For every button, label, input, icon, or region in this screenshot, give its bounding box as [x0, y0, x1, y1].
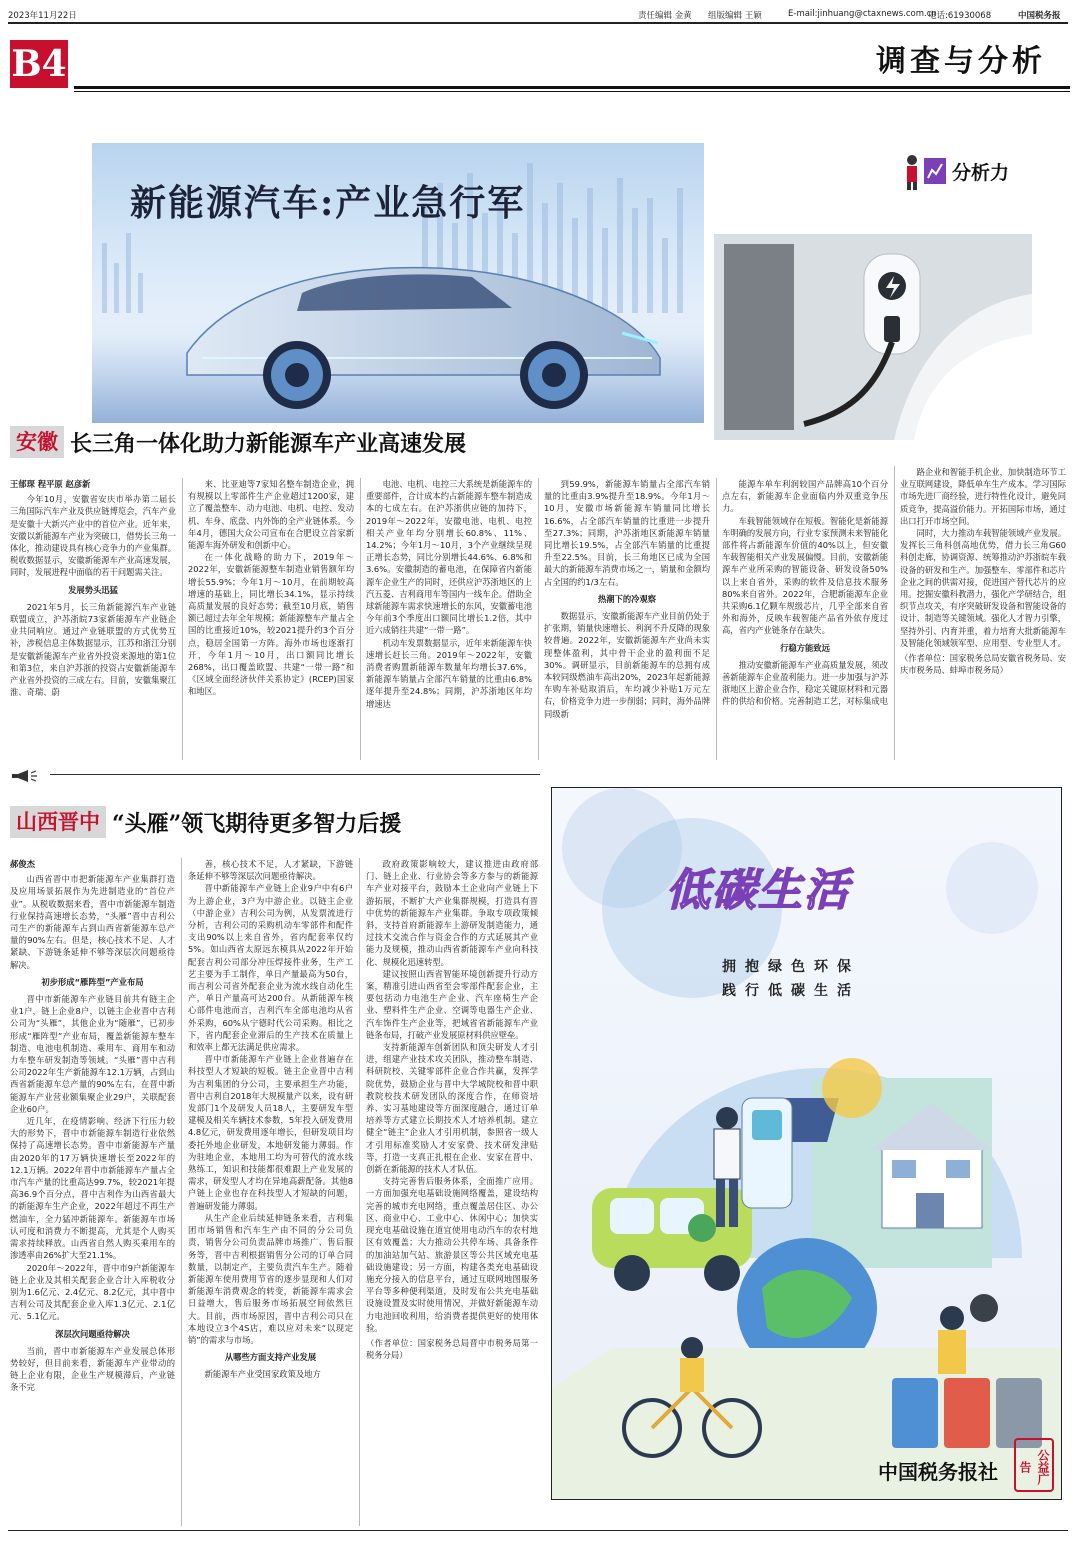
ev-charger-photo-illustration — [714, 234, 1032, 440]
article1-headline — [10, 426, 466, 460]
article1-headline-text: 长三角一体化助力新能源车产业高速发展 — [70, 430, 467, 457]
paragraph: 支持完善售后服务体系，全面推广应用。一方面加强充电基础设施网络覆盖，建设结构完善的城市充电网络，重点覆盖居住区、办公区、商业中心、工业中心、休闲中心；加快实现充电基础设施在道宜使用电动汽车的农村地区有效覆盖；大力推动公共停车场、具备条件的加油站加气站、旅游景区等公共区域充电基础设施建设；另一方面，构建各类充电基础设施充分接入的信息平台，通过互联网地图服务平台等多种便利渠道，及时发布公共充电基础设施设置及实时使用情况，并做好新能源车动力电池回收利用，给消费者提供更好的使用体验。 — [366, 1176, 538, 1333]
paragraph: 到59.9%，新能源车销量占全部汽车销量的比重由3.9%提升至18.9%。今年1月～10月，安徽市场新能源车销量同比增长16.6%，占全部汽车销量的比重进一步提升至27.3%；同期，沪苏浙地区新能源车销量同比增长19.5%，占全部汽车销量的比重提升至22.5%。目前，长三角地区已成为全国最大的新能源车消费市场之一，销量和金额均占全国的约1/3左右。 — [544, 479, 710, 587]
paragraph: 新能源车产业受国家政策及地方 — [204, 1369, 321, 1380]
article1-region-tag: 安徽 — [10, 426, 64, 458]
article1-column-4 — [544, 478, 710, 760]
paragraph: 机动车发票数据显示，近年来新能源车快速增长赶长三角。2019年～2022年，安徽消费者购置新能源车数量年均增长37.6%，新能源车销量占全部汽车销量的比重由6.8%逐年提升至24.8%；同期，沪苏浙地区年均增速达 — [366, 637, 532, 709]
article2-headline — [10, 806, 401, 840]
paragraph: 推动安徽新能源车产业高质量发展，须改善新能源车企业盈利能力。进一步加强与沪苏浙地区上游企业合作，稳定关键原材料和元器件的供给和价格。完善制造工艺，对标集成电 — [722, 659, 888, 707]
page-header — [8, 4, 1068, 24]
paragraph: 晋中市新能源车产业链目前共有链主企业1户，链上企业8户，以链主企业晋中吉利公司为“头雁”，其他企业为“随雁”，已初步形成“雁阵型”产业布局，覆盖新能源车整车制造、电池电机制造、乘用车、商用车和动力车整车研发制造等领域。“头雁”晋中吉利公司2022年生产新能源车12.1万辆，占到山西省新能源车总产量的90%左右，在晋中新能源车产业营业额集聚企业29户，关联配套企业60户。 — [10, 994, 175, 1114]
article1-column-5 — [722, 478, 888, 760]
column-rule — [716, 478, 717, 760]
subheading: 热潮下的冷观察 — [597, 593, 657, 604]
paragraph: 今年10月，安徽省安庆市举办第二届长三角国际汽车产业及供应链博览会，汽车产业是安徽十大新兴产业中的首位产业。近年来，安徽以新能源车产业为突破口，借势长三角一体化，推动建设具有核心竞争力的产业集群。税收数据显示，安徽新能源车产业高速发展，同时，发展进程中面临的若干问题需关注。 — [10, 494, 176, 578]
subheading: 发展势头迅猛 — [68, 584, 118, 595]
ad-seal: 公益广告 — [1014, 1438, 1054, 1492]
column-rule — [181, 858, 182, 1526]
paragraph: 2021年5月，长三角新能源汽车产业链联盟成立，沪苏浙皖73家新能源车产业链企业共同响应。通过产业链联盟的方式优势互补，涉税信息主体数据显示，江苏和浙江分别是安徽新能源车产业省外投资来源地的第1位和第3位，来自沪苏浙的投资占安徽新能源车产业省外投资的三成左右。目前，安徽集聚江淮、奇瑞、蔚 — [10, 601, 176, 698]
ad-slogan-line-1: 拥抱绿色环保 — [722, 959, 860, 975]
subheading: 从哪些方面支持产业发展 — [224, 1352, 317, 1363]
analysis-column-tag — [900, 152, 1030, 190]
byline: 王郁琛 程平原 赵彦新 — [10, 479, 91, 489]
article2-column-2 — [188, 858, 353, 1528]
charging-station-photo — [714, 234, 1032, 440]
paper-name: 中国税务报 — [1018, 11, 1061, 21]
subheading: 深层次问题亟待解决 — [55, 1328, 130, 1339]
author-credit: （作者单位：国家税务总局安徽省税务局、安庆市税务局、蚌埠市税务局） — [900, 653, 1066, 676]
paragraph: 车载智能领域存在短板。智能化是新能源车明确的发展方向，行业专家预测未来智能化部件将占新能源车价值的40%以上，但安徽车载智能相关产业发展偏慢。目前，安徽新能源车产业所采购的智能设备、研发设备50%以上来自省外，采购的软件及信息技术服务80%来自省外。2022年，合肥新能源车企业共采购6.1亿颗车规级芯片，几乎全部来自省外和海外，反映车载智能产品省外依存度过高，省内产业链条存在缺失。 — [722, 515, 888, 636]
column-rule — [359, 858, 360, 1526]
article-divider — [10, 768, 540, 782]
article1-column-2 — [188, 478, 354, 760]
paragraph: 当前，晋中市新能源车产业发展总体形势较好，但目前来看，新能源车产业带动的链上企业有限，企业生产规模滞后，产业链条不完 — [10, 1345, 175, 1393]
paragraph: 建议按照山西省智能环境创新提升行动方案，精准引进山西省至会零部件配套企业，主要包括动力电池生产企业、汽车座椅生产企业、塑料件生产企业、空调等电器生产企业、汽车饰件生产企业等，把域省省新能源车产业链条布局，打破产业发展原材料供应壁垒。 — [366, 968, 538, 1040]
analysis-label: 分析力 — [952, 162, 1010, 184]
column-rule — [360, 478, 361, 760]
contact-phone: 电话:61930068 — [928, 11, 992, 21]
paragraph: 路企业和智能手机企业，加快制造环节工业互联网建设，降低单车生产成本。学习国际市场先进厂商经验，进行特性化设计，避免同质竞争，提高溢价能力。开拓国际市场，通过出口打开市场空间。 — [900, 467, 1066, 526]
editor-credit: 责任编辑 金黄 — [638, 11, 692, 21]
megaphone-icon — [10, 769, 40, 783]
paragraph: 善，核心技术不足，人才紧缺，下游链条延伸不够等深层次问题亟待解决。 — [188, 859, 353, 882]
layout-editor-credit: 组版编辑 王颖 — [708, 11, 762, 21]
article2-headline-text: “头雁”领飞期待更多智力后援 — [112, 810, 402, 837]
author-credit: （作者单位：国家税务总局晋中市税务局第一税务分局） — [366, 1337, 538, 1361]
subheading: 行稳方能致远 — [780, 642, 830, 653]
section-rule-thin — [74, 91, 1070, 92]
section-title: 调查与分析 — [876, 44, 1046, 79]
byline: 郝俊杰 — [10, 859, 35, 869]
paragraph: 晋中新能源车产业链上企业9户中有6户为上游企业，3户为中游企业。以链主企业（中游企业）吉利公司为例，从发票流进行分析，吉利公司的采购机动车零部件和配件支出90%以上来自省外，省内配套率仅约5%。如山西省太原远东模具从2022年开始配套吉利公司部分冲压焊接件业务，生产工艺主要为手工制作，单日产量最高为50台，而吉利公司省外配套企业为流水线自动化生产，单日产量高可达200台。从新能源车核心部件电池而言，吉利汽车全部电池均从省外采购，60%从宁德时代公司采购。相比之下，省内配套企业滞后的生产技术在质量上和效率上都无法满足供应需求。 — [188, 883, 353, 1053]
article1-column-1 — [10, 478, 176, 760]
paragraph: 从生产企业后续延伸链条来看，吉利集团市场销售和汽车生产由不同的分公司负责，销售分公司负责品牌市场推广、售后服务等，晋中吉利根据销售分公司的订单合同数量，以制定产，主要负责汽车生产。随着新能源车使用费用节省的逐步显现和人们对新能源车消费观念的转变，新能源车需求会日益增大，售后服务市场拓展空间依然巨大。目前，西市场原因，晋中吉利公司只在本地设立3个4S店，难以应对未来“以现定销”的需求与市场。 — [188, 1212, 353, 1345]
contact-email[interactable]: E-mail:jinhuang@ctaxnews.com.cn — [788, 9, 937, 19]
analyst-figure-icon — [900, 152, 950, 190]
subheading: 初步形成“雁阵型”产业布局 — [41, 976, 144, 987]
article2-column-1 — [10, 858, 175, 1528]
article2-region-tag: 山西晋中 — [10, 806, 106, 838]
ad-slogan-line-2: 践行低碳生活 — [722, 983, 860, 999]
page-number-tag: B4 — [10, 40, 68, 88]
header-rule — [8, 22, 1068, 24]
paragraph: 近几年，在疫情影响、经济下行压力较大的形势下，晋中市新能源车制造行业依然保持了高速增长态势。晋中市新能源车产量由2020年的17万辆快速增长至2022年的12.1万辆。2022年晋中市新能源车产量占全市汽车产量的比重高达99.7%，较2021年提高36.9个百分点，晋中吉利作为山西省最大的新能源车生产企业，2022年超过不再生产燃油车，全力猛冲新能源车。新能源车市场认可度和消费力不断提高，尤其是个人购买需求持续释放。山西省自然人购买乘用车的渗透率由26%扩大至21.1%。 — [10, 1116, 175, 1261]
paragraph: 数据显示，安徽新能源车产业目前仍处于扩张期，销量快速增长、利润不升反降的现象较普遍。2022年，安徽新能源车产业尚未实现整体盈利，其中骨干企业的盈利面不足30%。调研显示，目前新能源车的总拥有成本较同级燃油车高出20%，2023年起新能源车购车补贴取消后，车均减少补贴1万元左右，价格竞争力进一步削弱；同时，海外品牌同级新 — [544, 611, 710, 719]
public-service-ad — [551, 787, 1062, 1500]
paragraph: 来、比亚迪等7家知名整车制造企业，拥有规模以上零部件生产企业超过1200家，建立了覆盖整车、动力电池、电机、电控、发动机、车身、底盘、内外饰的全产业链体系。今年4月，德国大众公司宣布在合肥设立首家新能源车海外研发和创新中心。 — [188, 479, 354, 551]
paragraph: 在一体化战略的助力下，2019年～2022年，安徽新能源整车制造业销售额年均增长55.9%；今年1月～10月，在前期较高增速的基础上，同比增长34.1%，显示持续高质量发展的良好态势；截至10月底，销售额已超过去年全年规模；新能源整车产量占全国的比重接近10%，较2021提升约3个百分点，稳居全国第一方阵。海外市场也逐渐打开，今年1月～10月，出口额同比增长268%，出口覆盖欧盟、共建“一带一路”和《区域全面经济伙伴关系协定》(RCEP)国家和地区。 — [188, 552, 354, 697]
column-rule — [538, 478, 539, 760]
paragraph: 电池、电机、电控三大系统是新能源车的重要部件，合计成本约占新能源车整车制造成本的七成左右。在沪苏浙供应链的加持下，2019年～2022年，安徽电池、电机、电控相关产业年均分别增长60.8%、11%、14.2%；今年1月～10月，3个产业继续呈现正增长态势，同比分别增长44.6%、6.8%和3.6%。安徽制造的蓄电池，在保障省内新能源车企业生产的同时，还供应沪苏浙地区的上汽五菱、吉利商用车等国内一线车企。借助全球新能源车需求快速增长的东风，安徽蓄电池今年前3个季度出口额同比增长1.2倍，其中近六成销往共建“一带一路”。 — [366, 479, 532, 636]
section-rule — [74, 86, 1070, 89]
ad-publisher-logo: 中国税务报社 — [878, 1460, 998, 1484]
paragraph: 能源车单车利润较国产品牌高10个百分点左右，新能源车企业面临内外双重竞争压力。 — [722, 479, 888, 514]
ad-title: 低碳生活 — [666, 865, 850, 916]
hero-title: 新能源汽车:产业急行军 — [130, 182, 526, 224]
paragraph: 政府政策影响较大，建议推进由政府部门、链上企业、行业协会等多方参与的新能源车产业对接平台，鼓励本土企业向产业链上下游拓展，不断扩大产业集群规模，打造具有晋中优势的新能源车产业集群。争取专项政策倾斜，支持首府新能源车上游研发制造能力，通过技术交流合作与资金合作的方式延展其产业能力及规模，推动山西省新能源车产业向科技化、规模化迅速转型。 — [366, 859, 538, 967]
article1-column-6 — [900, 466, 1066, 760]
article2-column-3 — [366, 858, 538, 1528]
column-rule — [894, 466, 895, 760]
paragraph: 晋中市新能源车产业链上企业普遍存在科技型人才短缺的短板。链主企业晋中吉利为吉利集团的分公司，主要承担生产功能，晋中吉利自2018年大规模量产以来，设有研发部门1个及研发人员18人，主要研发车型建模及相关车辆技术参数，5年投入研发费用4.8亿元，研发费用逐年增长，但研发项目均委托外地企业研发，本地研发能力薄弱。作为驻地企业，本地用工均为可替代的流水线熟练工，知识和技能都很难跟上产业发展的需求，研发型人才均在异地高薪配备。其他8户链上企业也存在科技型人才短缺的问题，普遍研发能力薄弱。 — [188, 1054, 353, 1211]
hero-illustration — [92, 143, 704, 423]
issue-date: 2023年11月22日 — [8, 11, 77, 21]
article1-column-3 — [366, 478, 532, 760]
paragraph: 支持新能源车创新团队和顶尖研发人才引进，组建产业技术攻关团队，推动整车制造、科研院校、关键零部件企业合作共赢，发挥学院优势，鼓励企业与晋中大学城院校和晋中职教院校技术研发团队的深度合作，在师资培养、实习基地建设等方面深度融合，通过订单培养等方式建立长期技术人才培养机制。建立健全“链主”企业人才引用机制，参照省一级人才引用标准奖励人才安家费、技术研发津贴等，打造一支真正扎根在企业、安家在晋中、创新在新能源的技术人才队伍。 — [366, 1042, 538, 1175]
bottom-rule — [8, 1530, 1068, 1531]
paragraph: 2020年～2022年，晋中市9户新能源车链上企业及其相关配套企业合计入库税收分别为1.6亿元、2.4亿元、8.2亿元，其中晋中吉利公司及其配套企业入库1.3亿元、2.1亿元、5.1亿元。 — [10, 1262, 175, 1322]
paragraph: 山西省晋中市把新能源车产业集群打造及应用场景拓展作为先进制造业的“首位产业”。从税收数据来看，晋中市新能源车制造行业保持高速增长态势，“头雁”晋中吉利公司生产的新能源车占到山西省新能源车总产量的90%左右。但是，核心技术不足、人才紧缺、下游链条延伸不够等深层次问题亟待解决。 — [10, 874, 175, 970]
column-rule — [182, 478, 183, 760]
paragraph: 同时，大力推动车载智能领域产业发展。发挥长三角科创高地优势，借力长三角G60科创走廊，协调资源、统筹推动沪苏浙皖车载设备的研发和生产。加强整车、零部件和芯片企业之间的供需对接，促进国产替代芯片的应用。挖掘安徽科教潜力，强化产学研结合，组织节点攻关，有序突破研发设备和智能设备的设计、制造等关键领域。强化人才智力引擎，坚持外引、内育并重，着力培育大批新能源车及智能化领域领军型、应用型、专业型人才。 — [900, 528, 1066, 648]
